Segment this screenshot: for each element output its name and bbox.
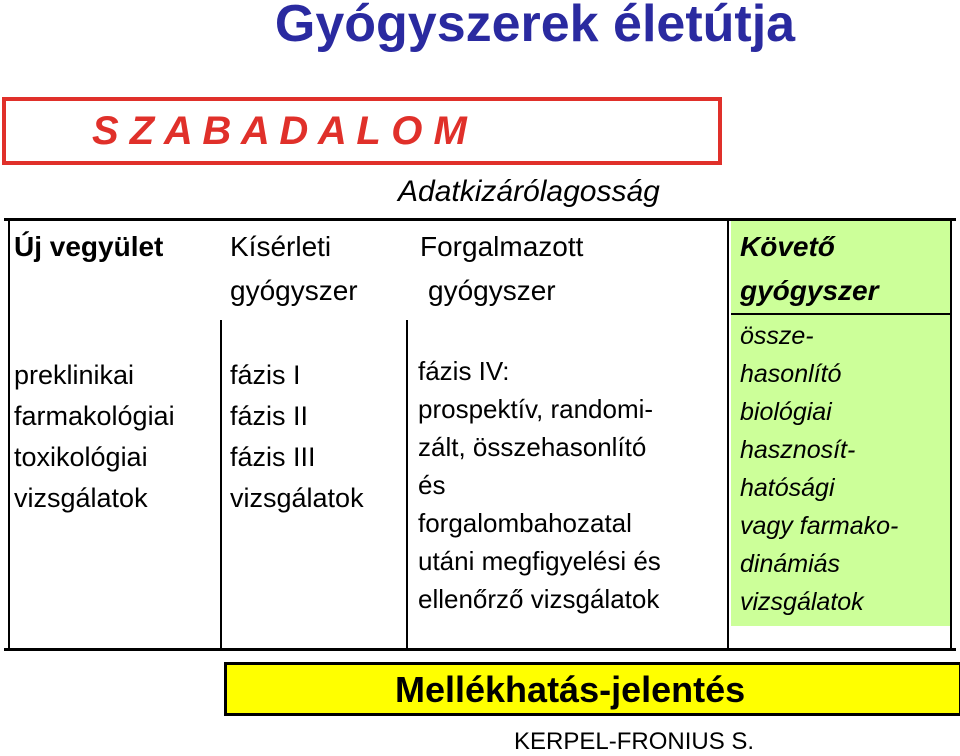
column-divider-1 [220, 320, 222, 651]
table-left-border [8, 218, 10, 651]
marketed-studies: fázis IV: prospektív, randomi- zált, összehasonlító és forgalombahozatal utáni megfigyelési és ellenőrző vizsgálatok [418, 356, 661, 614]
new-compound-studies: preklinikai farmakológiai toxikológiai vizsgálatok [14, 360, 175, 513]
header-new-compound: Új vegyület [14, 231, 164, 262]
column-divider-3 [727, 218, 729, 651]
patent-label: S Z A B A D A L O M [92, 109, 467, 153]
table-right-border [950, 218, 952, 651]
table-top-border [4, 218, 956, 221]
header-marketed: Forgalmazott gyógyszer [420, 231, 584, 306]
side-effect-reporting-label: Mellékhatás-jelentés [395, 669, 746, 710]
side-effect-reporting-box [224, 662, 960, 716]
header-experimental: Kísérleti gyógyszer [230, 231, 358, 306]
column-divider-2 [406, 320, 408, 651]
header-follow-on: Követő gyógyszer [740, 231, 879, 306]
experimental-studies: fázis I fázis II fázis III vizsgálatok [230, 360, 364, 513]
patent-box [2, 97, 722, 165]
table-bottom-border [4, 648, 956, 651]
follow-on-header-divider [731, 313, 951, 315]
exclusivity-label: Adatkizárólagosság [398, 175, 660, 208]
author-credit: KERPEL-FRONIUS S. [514, 728, 755, 755]
follow-on-studies: össze- hasonlító biológiai hasznosít- hatósági vagy farmako- dinámiás vizsgálatok [740, 322, 899, 616]
page-title: Gyógyszerek életútja [274, 0, 796, 53]
